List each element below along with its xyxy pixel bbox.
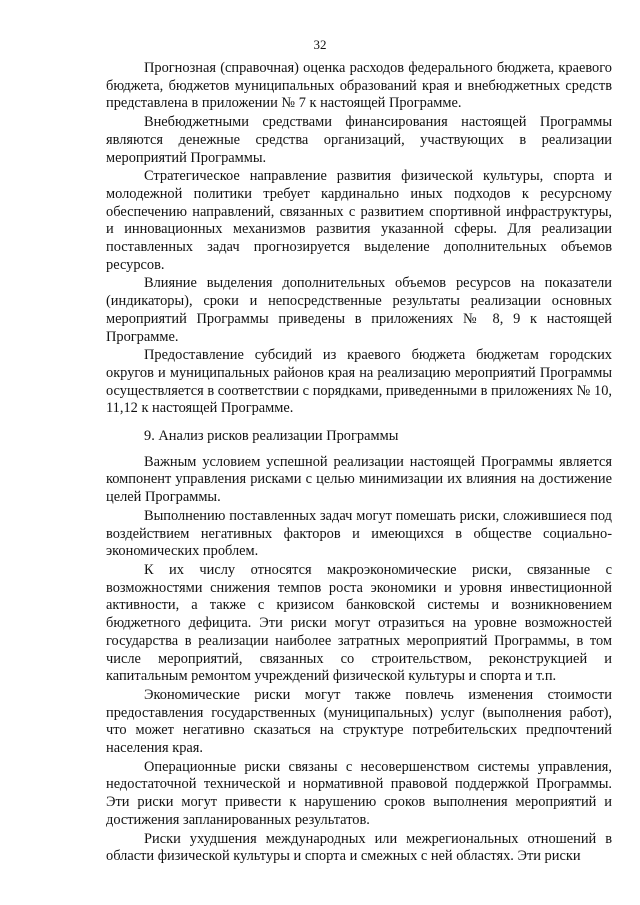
paragraph-economic-risks: Экономические риски могут также повлечь изменения стоимости предоставления государственных (муниципальных) услуг (выполнения работ), что может негативно сказаться на структуре потребительских предпочтений населения края. bbox=[106, 686, 612, 757]
paragraph-operational-risks: Операционные риски связаны с несовершенством системы управления, недостаточной технической и нормативной правовой поддержкой Программы. Эти риски могут привести к нарушению сроков выполнения мероприятий и достижения запланированных результатов. bbox=[106, 758, 612, 828]
paragraph-resource-influence: Влияние выделения дополнительных объемов ресурсов на показатели (индикаторы), сроки и непосредственные результаты реализации основных мероприятий Программы приведены в приложениях № 8, 9 к настоящей Программе. bbox=[106, 275, 612, 345]
section-heading: 9. Анализ рисков реализации Программы bbox=[144, 428, 399, 445]
paragraph-risk-management: Важным условием успешной реализации настоящей Программы является компонент управления рисками с целью минимизации их влияния на достижение целей Программы. bbox=[106, 453, 612, 506]
document-body bbox=[106, 60, 612, 867]
paragraph-extrabudgetary-funds: Внебюджетными средствами финансирования настоящей Программы являются денежные средства организаций, участвующих в реализации мероприятий Программы. bbox=[106, 114, 612, 166]
paragraph-strategic-direction: Стратегическое направление развития физической культуры, спорта и молодежной политики требует кардинально иных подходов к ресурсному обеспечению направлений, связанных с развитием спортивной инфраструктуры, и инновационных механизмов развития указанной сферы. Для реализации поставленных задач прогнозируется выделение дополнительных объемов ресурсов. bbox=[106, 168, 612, 273]
paragraph-risk-factors: Выполнению поставленных задач могут помешать риски, сложившиеся под воздействием негативных факторов и имеющихся в обществе социально-экономических проблем. bbox=[106, 507, 612, 560]
paragraph-macroeconomic-risks: К их числу относятся макроэкономические риски, связанные с возможностями снижения темпов роста экономики и уровня инвестиционной активности, а также с кризисом банковской системы и возникновением бюджетного дефицита. Эти риски могут отразиться на уровне возможностей государства в реализации наиболее затратных мероприятий Программы, в том числе мероприятий, связанных со строительством, реконструкцией и капитальным ремонтом учреждений физической культуры и спорта и т.п. bbox=[106, 561, 612, 685]
paragraph-subsidies: Предоставление субсидий из краевого бюджета бюджетам городских округов и муниципальных районов края на реализацию мероприятий Программы осуществляется в соответствии с порядками, приведенными в приложениях № 10, 11,12 к настоящей Программе. bbox=[106, 347, 612, 417]
paragraph-international-risks: Риски ухудшения международных или межрегиональных отношений в области физической культуры и спорта и смежных с ней областях. Эти риски bbox=[106, 830, 612, 865]
page-number: 32 bbox=[313, 37, 327, 52]
paragraph-forecast-estimate: Прогнозная (справочная) оценка расходов федерального бюджета, краевого бюджета, бюджетов муниципальных образований края и внебюджетных средств представлена в приложении № 7 к настоящей Программе. bbox=[106, 60, 612, 112]
